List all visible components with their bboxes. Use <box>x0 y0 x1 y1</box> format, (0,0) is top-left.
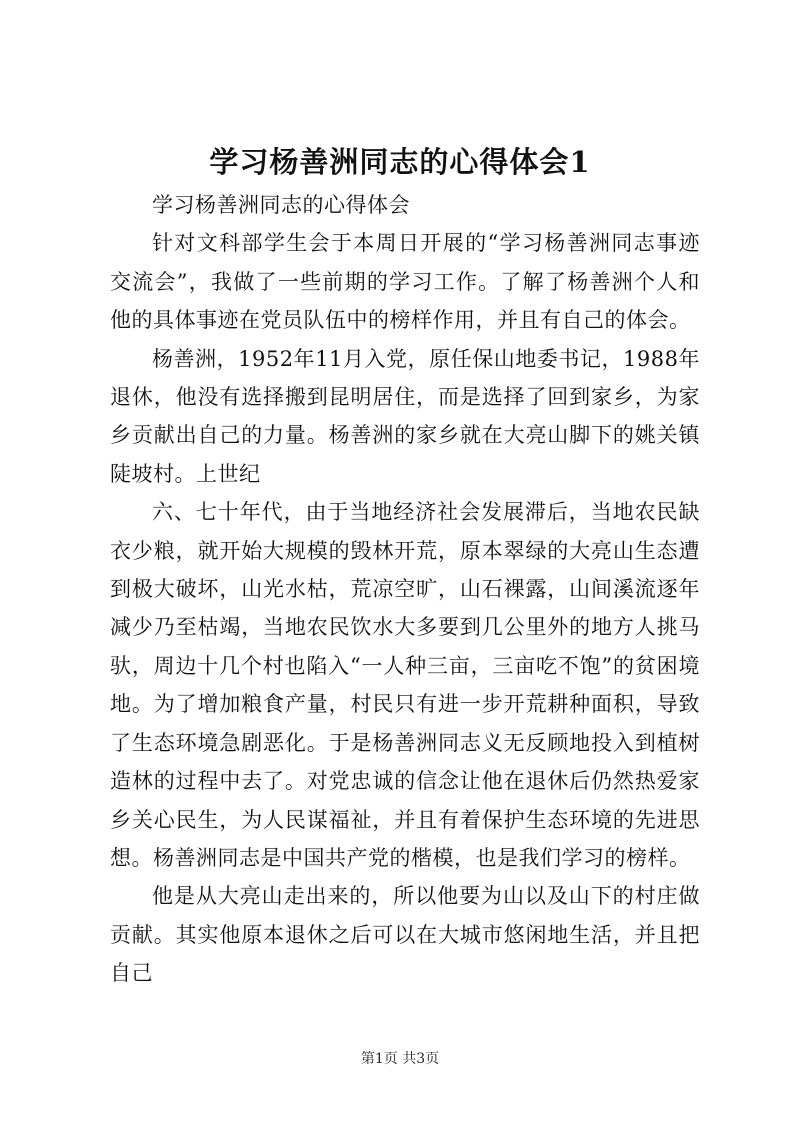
document-title: 学习杨善洲同志的心得体会1 <box>209 145 591 179</box>
paragraph: 六、七十年代，由于当地经济社会发展滞后，当地农民缺衣少粮，就开始大规模的毁林开荒，原本翠绿的大亮山生态遭到极大破坏，山光水枯，荒凉空旷，山石裸露，山间溪流逐年减少乃至枯竭，当地农民饮水大多要到几公里外的地方人挑马驮，周边十几个村也陷入“一人种三亩，三亩吃不饱”的贫困境地。为了增加粮食产量，村民只有进一步开荒耕种面积，导致了生态环境急剧恶化。于是杨善洲同志义无反顾地投入到植树造林的过程中去了。对党忠诚的信念让他在退休后仍然热爱家乡关心民生，为人民谋福祉，并且有着保护生态环境的先进思想。杨善洲同志是中国共产党的楷模，也是我们学习的榜样。 <box>110 500 700 870</box>
document-body <box>110 186 700 993</box>
page-footer: 第1页 共3页 <box>360 1051 440 1067</box>
paragraph: 他是从大亮山走出来的，所以他要为山以及山下的村庄做贡献。其实他原本退休之后可以在大城市悠闲地生活，并且把自己 <box>110 884 700 986</box>
paragraph: 针对文科部学生会于本周日开展的“学习杨善洲同志事迹交流会”，我做了一些前期的学习工作。了解了杨善洲个人和他的具体事迹在党员队伍中的榜样作用，并且有自己的体会。 <box>110 231 700 333</box>
document-subtitle: 学习杨善洲同志的心得体会 <box>152 193 410 217</box>
paragraph: 杨善洲，1952年11月入党，原任保山地委书记，1988年退休，他没有选择搬到昆明居住，而是选择了回到家乡，为家乡贡献出自己的力量。杨善洲的家乡就在大亮山脚下的姚关镇陡坡村。上世纪 <box>110 346 700 486</box>
